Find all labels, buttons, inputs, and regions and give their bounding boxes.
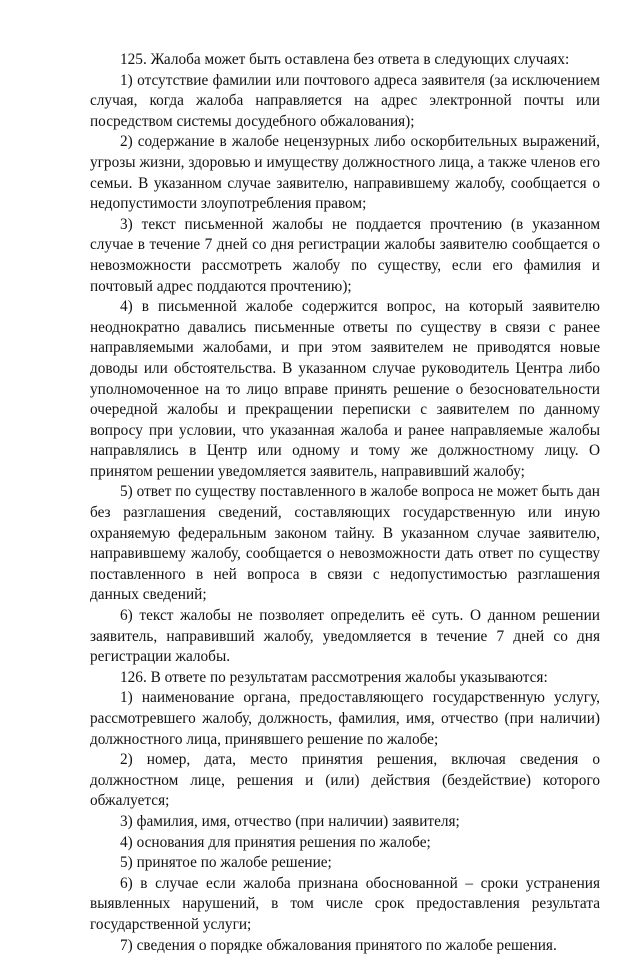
paragraph-125-item-5: 5) ответ по существу поставленного в жалобе вопроса не может быть дан без разглашения сведений, составляющих государственную или иную охраняемую федеральным законом тайну. В указанном случае заявителю, направившему жалобу, сообщается о невозможности дать ответ по существу поставленного в ней вопроса в связи с недопустимостью разглашения данных сведений; — [90, 483, 600, 604]
paragraph-126-item-3: 3) фамилия, имя, отчество (при наличии) заявителя; — [120, 812, 460, 830]
paragraph-125-item-1: 1) отсутствие фамилии или почтового адреса заявителя (за исключением случая, когда жалоба направляется на адрес электронной почты или посредством системы досудебного обжалования); — [90, 71, 600, 130]
paragraph-126-item-6: 6) в случае если жалоба признана обоснованной – сроки устранения выявленных нарушений, в том числе срок предоставления результата государственной услуги; — [90, 874, 600, 933]
paragraph-125-item-4: 4) в письменной жалобе содержится вопрос, на который заявителю неоднократно давались письменные ответы по существу в связи с ранее направляемыми жалобами, и при этом заявителем не приводятся новые доводы или обстоятельства. В указанном случае руководитель Центра либо уполномоченное на то лицо вправе принять решение о безосновательности очередной жалобы и прекращении переписки с заявителем по данному вопросу при условии, что указанная жалоба и ранее направляемые жалобы направлялись в Центр или одному и тому же должностному лицу. О принятом решении уведомляется заявитель, направивший жалобу; — [90, 298, 600, 480]
paragraph-126-item-4: 4) основания для принятия решения по жалобе; — [120, 833, 431, 851]
paragraph-126-item-2: 2) номер, дата, место принятия решения, включая сведения о должностном лице, решения и (или) действия (бездействие) которого обжалуется; — [90, 751, 600, 810]
paragraph-125-item-6: 6) текст жалобы не позволяет определить её суть. О данном решении заявитель, направивший жалобу, уведомляется в течение 7 дней со дня регистрации жалобы. — [90, 607, 600, 666]
paragraph-125-item-3: 3) текст письменной жалобы не поддается прочтению (в указанном случае в течение 7 дней со дня регистрации жалобы заявителю сообщается о невозможности рассмотреть жалобу по существу, если его фамилия и почтовый адрес поддаются прочтению); — [90, 215, 600, 295]
paragraph-126-heading: 126. В ответе по результатам рассмотрения жалобы указываются: — [120, 668, 548, 686]
paragraph-125-item-2: 2) содержание в жалобе нецензурных либо оскорбительных выражений, угрозы жизни, здоровью и имуществу должностного лица, а также членов его семьи. В указанном случае заявителю, направившему жалобу, сообщается о недопустимости злоупотребления правом; — [90, 133, 600, 213]
paragraph-126-item-5: 5) принятое по жалобе решение; — [120, 854, 332, 872]
paragraph-126-item-1: 1) наименование органа, предоставляющего государственную услугу, рассмотревшего жалобу, должность, фамилия, имя, отчество (при наличии) должностного лица, принявшего решение по жалобе; — [90, 689, 600, 748]
document-body — [90, 50, 600, 956]
paragraph-125-heading: 125. Жалоба может быть оставлена без ответа в следующих случаях: — [120, 51, 570, 68]
paragraph-126-item-7: 7) сведения о порядке обжалования принятого по жалобе решения. — [120, 936, 557, 954]
